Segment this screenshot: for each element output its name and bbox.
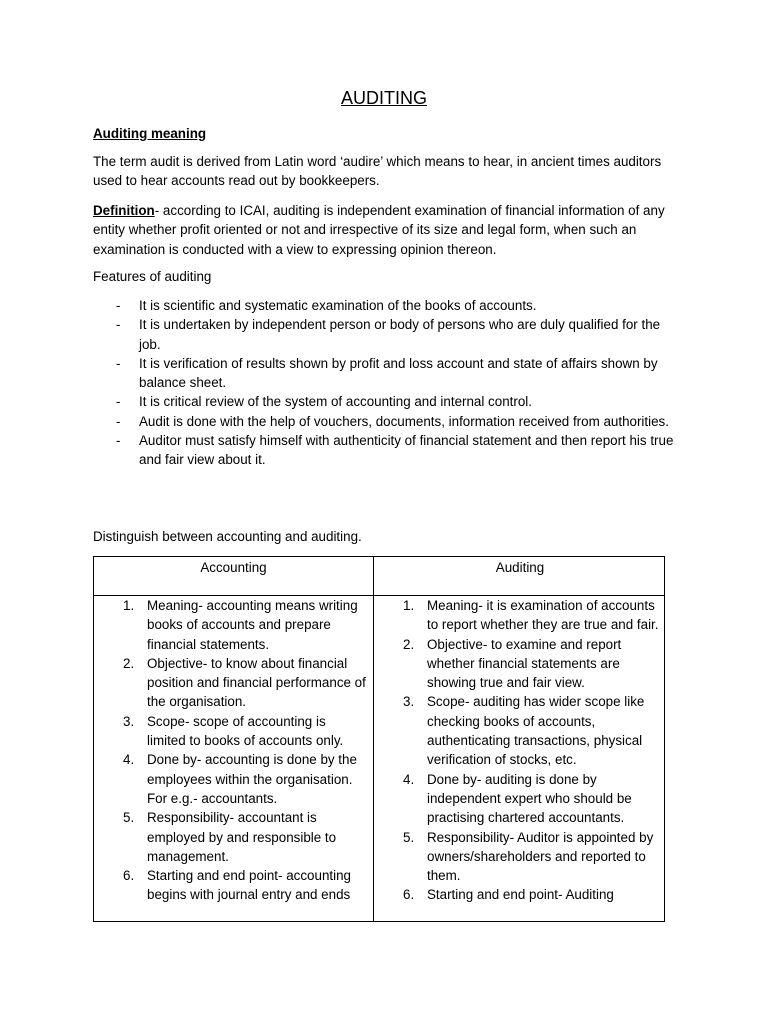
feature-text: Auditor must satisfy himself with authenticity of financial statement and then report his true and fair view about it. — [139, 433, 674, 468]
item-number: 6. — [123, 868, 135, 884]
accounting-column-header: Accounting — [200, 560, 267, 575]
item-text: Scope- scope of accounting is limited to books of accounts only. — [147, 713, 344, 749]
item-text: Done by- auditing is done by independent expert who should be practising chartered accountants. — [427, 771, 632, 826]
auditing-list — [374, 596, 665, 905]
feature-item — [93, 354, 678, 393]
bullet-dash: - — [116, 355, 121, 371]
item-number: 6. — [403, 887, 415, 903]
feature-text: It is verification of results shown by profit and loss account and state of affairs shown by balance sheet. — [139, 355, 658, 391]
bullet-dash: - — [116, 394, 121, 410]
feature-item — [93, 431, 678, 470]
item-text: Starting and end point- accounting begins with journal entry and ends — [147, 868, 351, 903]
features-list — [93, 296, 678, 470]
comparison-table — [93, 556, 665, 922]
intro-paragraph: The term audit is derived from Latin word ‘audire’ which means to hear, in ancient times auditors used to hear accounts read out by bookkeepers. — [93, 154, 662, 189]
accounting-list — [94, 596, 373, 905]
item-number: 1. — [123, 598, 135, 613]
feature-text: It is scientific and systematic examination of the books of accounts. — [139, 298, 537, 313]
item-number: 4. — [403, 771, 415, 787]
accounting-item — [94, 808, 373, 866]
item-number: 3. — [403, 694, 415, 710]
feature-item — [93, 296, 678, 315]
item-text: Responsibility- Auditor is appointed by owners/shareholders and reported to them. — [427, 829, 654, 884]
item-text: Scope- auditing has wider scope like checking books of accounts, authenticating transactions, physical verification of stocks, etc. — [427, 694, 645, 768]
item-text: Starting and end point- Auditing — [427, 887, 614, 903]
comparison-heading: Distinguish between accounting and auditing. — [93, 529, 362, 544]
item-number: 1. — [403, 598, 415, 613]
bullet-dash: - — [116, 298, 121, 313]
accounting-item — [94, 596, 373, 654]
auditing-item — [374, 692, 665, 769]
auditing-item — [374, 885, 665, 904]
item-text: Meaning- it is examination of accounts to report whether they are true and fair. — [427, 598, 659, 633]
item-text: Meaning- accounting means writing books of accounts and prepare financial statements. — [147, 598, 358, 652]
page-title: AUDITING — [340, 88, 427, 108]
item-text: Done by- accounting is done by the employees within the organisation. For e.g.- accountants. — [147, 752, 357, 806]
item-number: 2. — [123, 655, 135, 671]
definition-text: - according to ICAI, auditing is independent examination of financial information of any entity whether profit oriented or not and irrespective of its size and legal form, when such an examination is conducted with a view to expressing opinion thereon. — [93, 203, 665, 257]
definition-paragraph — [93, 201, 678, 259]
feature-text: It is critical review of the system of accounting and internal control. — [139, 394, 532, 410]
accounting-item — [94, 654, 373, 712]
item-text: Objective- to know about financial position and financial performance of the organisation. — [147, 655, 366, 710]
features-heading: Features of auditing — [93, 269, 212, 284]
feature-item — [93, 412, 678, 431]
accounting-item — [94, 750, 373, 808]
accounting-item — [94, 712, 373, 751]
item-text: Responsibility- accountant is employed by and responsible to management. — [147, 810, 337, 864]
auditing-item — [374, 635, 665, 693]
feature-item — [93, 392, 678, 411]
bullet-dash: - — [116, 413, 121, 429]
feature-text: It is undertaken by independent person or body of persons who are duly qualified for the job. — [139, 317, 661, 352]
bullet-dash: - — [116, 433, 121, 449]
auditing-item — [374, 770, 665, 828]
auditing-item — [374, 828, 665, 886]
section-heading: Auditing meaning — [93, 126, 207, 141]
item-number: 5. — [403, 829, 415, 845]
item-number: 2. — [403, 636, 415, 652]
feature-text: Audit is done with the help of vouchers, documents, information received from authorities. — [139, 413, 669, 429]
item-text: Objective- to examine and report whether financial statements are showing true and fair view. — [427, 636, 622, 691]
auditing-column-header: Auditing — [495, 560, 545, 575]
accounting-item — [94, 866, 373, 905]
auditing-item — [374, 596, 665, 635]
feature-item — [93, 315, 678, 354]
item-number: 4. — [123, 752, 135, 768]
bullet-dash: - — [116, 317, 121, 333]
item-number: 5. — [123, 810, 135, 826]
item-number: 3. — [123, 713, 135, 729]
definition-term: Definition — [93, 203, 155, 218]
